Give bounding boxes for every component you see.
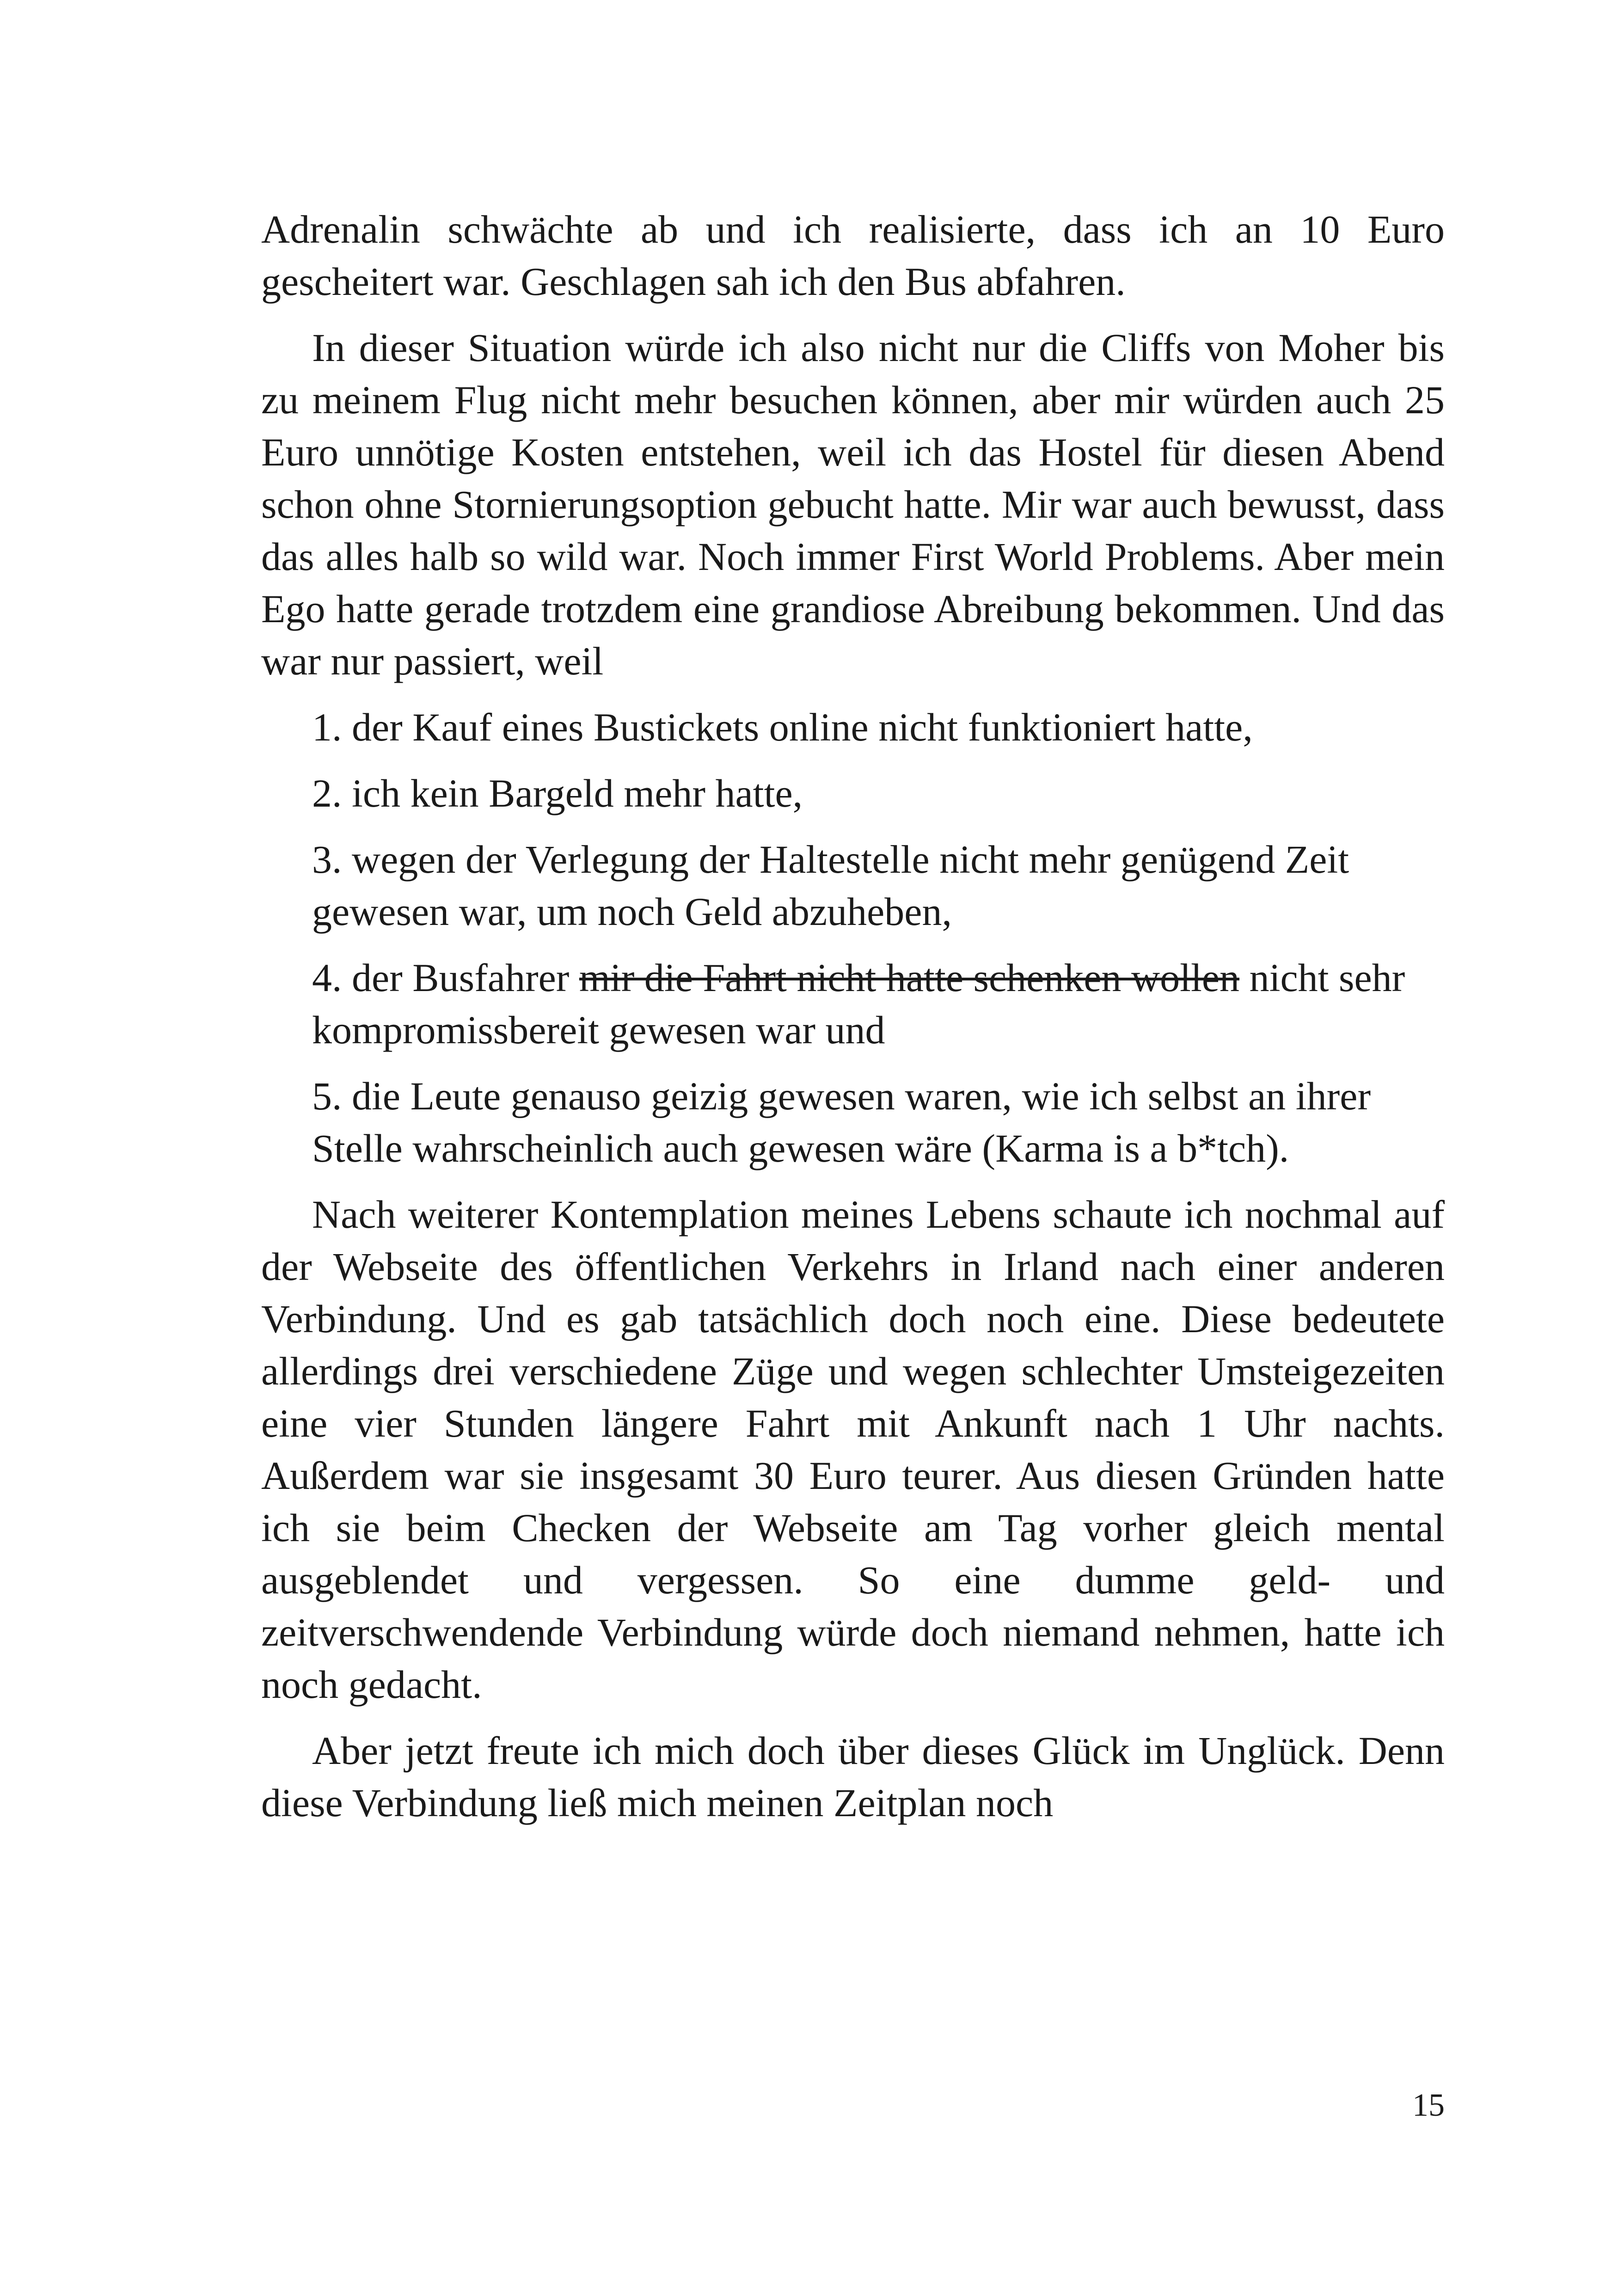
paragraph-1: Adrenalin schwächte ab und ich realisierte, dass ich an 10 Euro gescheitert war. Geschlagen sah ich den Bus abfahren. [261,207,1445,304]
paragraph-3: Nach weiterer Kontemplation meines Lebens schaute ich nochmal auf der Webseite des öffentlichen Verkehrs in Irland nach einer anderen Verbindung. Und es gab tatsächlich doch noch eine. Diese bedeutete allerdings drei verschiedene Züge und wegen schlechter Umsteigezeiten eine vier Stunden längere Fahrt mit Ankunft nach 1 Uhr nachts. Außerdem war sie insgesamt 30 Euro teurer. Aus diesen Gründen hatte ich sie beim Checken der Webseite am Tag vorher gleich mental ausgeblendet und vergessen. So eine dumme geld- und zeitverschwendende Verbindung würde doch niemand nehmen, hatte ich noch gedacht. [261,1192,1445,1707]
list-item-prefix: 4. der Busfahrer [312,955,579,1000]
list-item: 5. die Leute genauso geizig gewesen waren, wie ich selbst an ihrer Stelle wahrscheinlich auch gewesen wäre (Karma is a b*tch). [312,1074,1371,1170]
list-item-suffix: nicht sehr kompromissbereit gewesen war und [312,955,1405,1052]
page-number: 15 [1412,2088,1445,2123]
reason-list [261,701,1445,1175]
paragraph-4: Aber jetzt freute ich mich doch über dieses Glück im Unglück. Denn diese Verbindung ließ mich meinen Zeitplan noch [261,1728,1445,1825]
list-item: 3. wegen der Verlegung der Haltestelle nicht mehr genügend Zeit gewesen war, um noch Geld abzuheben, [312,837,1349,934]
list-item: 2. ich kein Bargeld mehr hatte, [312,771,803,815]
paragraph-2: In dieser Situation würde ich also nicht nur die Cliffs von Moher bis zu meinem Flug nicht mehr besuchen können, aber mir würden auch 25 Euro unnötige Kosten entstehen, weil ich das Hostel für diesen Abend schon ohne Stornierungsoption gebucht hatte. Mir war auch bewusst, dass das alles halb so wild war. Noch immer First World Problems. Aber mein Ego hatte gerade trotzdem eine grandiose Abreibung bekommen. Und das war nur passiert, weil [261,325,1445,683]
struck-text: mir die Fahrt nicht hatte schenken wollen [579,955,1240,1000]
list-item [312,952,1445,1056]
list-item: 1. der Kauf eines Bustickets online nicht funktioniert hatte, [312,705,1253,749]
body-text [261,203,1445,1843]
